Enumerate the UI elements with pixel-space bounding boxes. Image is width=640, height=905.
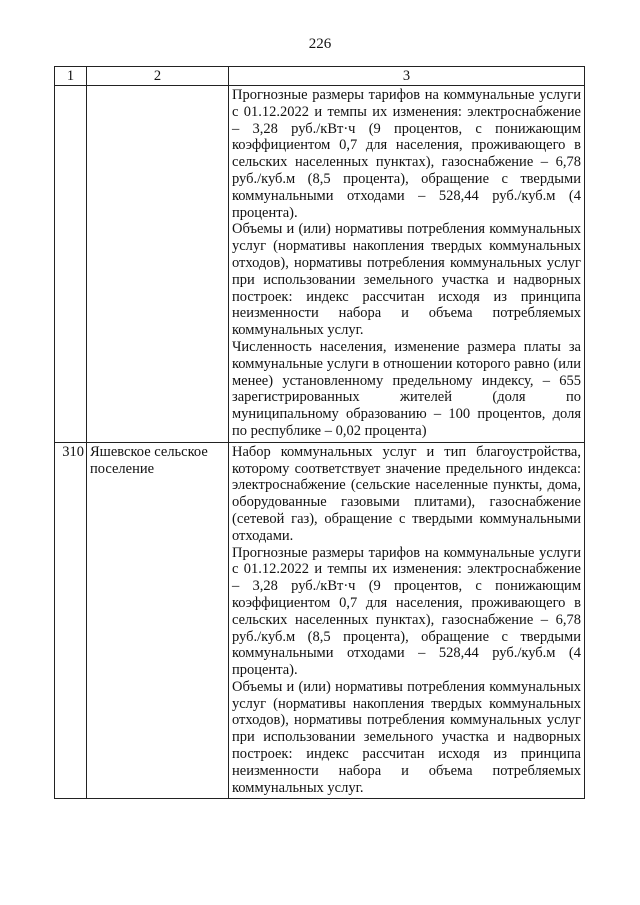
- tariff-forecast-paragraph: Прогнозные размеры тарифов на коммунальные услуги с 01.12.2022 и темпы их изменения: электроснабжение – 3,28 руб./кВт·ч (9 процентов, с понижающим коэффициентом 0,7 для населения, проживающего в сельских населенных пунктах), газоснабжение – 6,78 руб./куб.м (8,5 процента), обращение с твердыми коммунальными отходами – 528,44 руб./куб.м (4 процента).: [232, 87, 581, 221]
- services-set-paragraph: Набор коммунальных услуг и тип благоустройства, которому соответствует значение предельного индекса: электроснабжение (сельские населенные пункты, дома, оборудованные газовыми плитами), газоснабжение (сетевой газ), обращение с твердыми коммунальными отходами.: [232, 443, 581, 544]
- table-row: [55, 86, 585, 443]
- consumption-norms-paragraph: Объемы и (или) нормативы потребления коммунальных услуг (нормативы накопления твердых коммунальных отходов), нормативы потребления коммунальных услуг при использовании земельного участка и надворных построек: индекс рассчитан исходя из принципа неизменности набора и объема потребляемых коммунальных услуг.: [232, 221, 581, 339]
- tariff-forecast-paragraph: Прогнозные размеры тарифов на коммунальные услуги с 01.12.2022 и темпы их изменения: электроснабжение – 3,28 руб./кВт·ч (9 процентов, с понижающим коэффициентом 0,7 для населения, проживающего в сельских населенных пунктах), газоснабжение – 6,78 руб./куб.м (8,5 процента), обращение с твердыми коммунальными отходами – 528,44 руб./куб.м (4 процента).: [232, 544, 581, 679]
- page-number: 226: [308, 36, 332, 52]
- consumption-norms-paragraph: Объемы и (или) нормативы потребления коммунальных услуг (нормативы накопления твердых коммунальных отходов), нормативы потребления коммунальных услуг при использовании земельного участка и надворных построек: индекс рассчитан исходя из принципа неизменности набора и объема потребляемых коммунальных услуг.: [232, 678, 581, 796]
- column-header-1: 1: [55, 67, 87, 86]
- description-cell: [229, 86, 585, 443]
- row-number-cell: [55, 86, 87, 443]
- population-paragraph: Численность населения, изменение размера платы за коммунальные услуги в отношении которого равно (или менее) установленному предельному индексу, – 655 зарегистрированных жителей (доля по муниципальному образованию – 100 процентов, доля по республике – 0,02 процента): [232, 338, 581, 439]
- column-header-3: 3: [229, 67, 585, 86]
- description-cell: [229, 442, 585, 799]
- document-table: [54, 66, 585, 799]
- row-number-cell: 310: [55, 442, 87, 799]
- municipality-name-cell: Яшевское сельское поселение: [87, 442, 229, 799]
- table-header-row: [55, 67, 585, 86]
- table-row: [55, 442, 585, 799]
- municipality-name-cell: [87, 86, 229, 443]
- column-header-2: 2: [87, 67, 229, 86]
